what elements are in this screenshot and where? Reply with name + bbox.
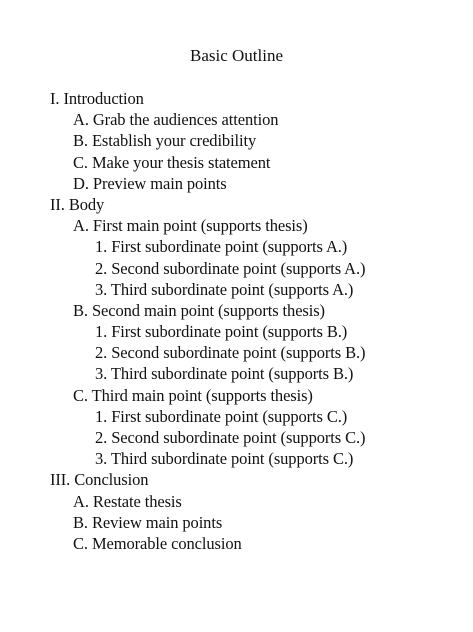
outline-subpoint: 2. Second subordinate point (supports B.) — [95, 343, 366, 363]
outline-main-point: B. Establish your credibility — [73, 131, 257, 151]
outline-subpoint: 1. First subordinate point (supports B.) — [95, 322, 348, 342]
outline-subpoint: 3. Third subordinate point (supports A.) — [95, 279, 354, 299]
outline-subpoint: 1. First subordinate point (supports A.) — [95, 237, 348, 257]
outline-main-point: C. Memorable conclusion — [73, 533, 242, 553]
outline-heading: III. Conclusion — [50, 470, 149, 490]
outline-subpoint: 3. Third subordinate point (supports B.) — [95, 364, 354, 384]
outline-subpoint: 2. Second subordinate point (supports C.) — [95, 428, 366, 447]
outline-heading: I. Introduction — [50, 89, 144, 108]
outline-main-point: A. Grab the audiences attention — [73, 110, 279, 130]
document-title: Basic Outline — [189, 46, 283, 65]
outline-main-point: B. Review main points — [73, 512, 223, 532]
outline-main-point: A. Restate thesis — [73, 491, 182, 511]
outline-list — [0, 88, 473, 554]
outline-main-point: B. Second main point (supports thesis) — [73, 300, 325, 320]
outline-heading: II. Body — [50, 194, 105, 214]
outline-main-point: D. Preview main points — [73, 173, 227, 193]
outline-subpoint: 2. Second subordinate point (supports A.) — [95, 258, 366, 278]
outline-main-point: A. First main point (supports thesis) — [73, 216, 308, 236]
outline-main-point: C. Make your thesis statement — [73, 152, 271, 172]
outline-subpoint: 1. First subordinate point (supports C.) — [95, 406, 348, 426]
outline-subpoint: 3. Third subordinate point (supports C.) — [95, 449, 354, 469]
outline-main-point: C. Third main point (supports thesis) — [73, 385, 313, 405]
